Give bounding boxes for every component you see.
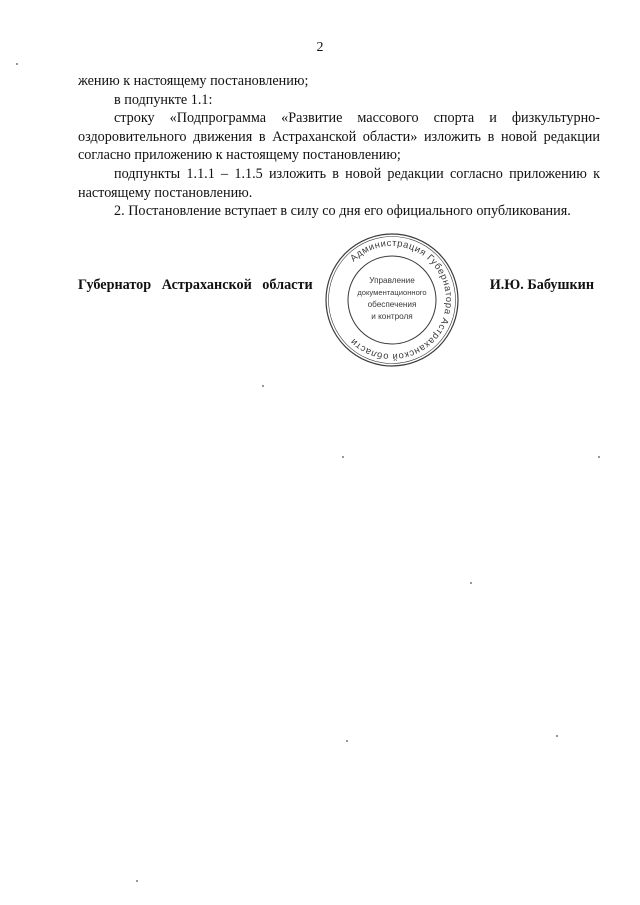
- scan-speck: [16, 63, 18, 65]
- paragraph-3: строку «Подпрограмма «Развитие массового спорта и физкультурно-оздоровительного движения в Астраханской области» изложить в новой редакции согласно приложению к настоящему постановлению;: [78, 110, 600, 164]
- scan-speck: [262, 385, 264, 387]
- paragraph-1: жению к настоящему постановлению;: [78, 73, 309, 89]
- scan-speck: [136, 880, 138, 882]
- stamp-line-3: обеспечения: [367, 300, 417, 309]
- stamp-line-4: и контроля: [371, 312, 413, 321]
- paragraph-5: 2. Постановление вступает в силу со дня его официального опубликования.: [114, 203, 571, 220]
- stamp-line-1: Управление: [369, 276, 415, 285]
- stamp-line-2: документационного: [357, 288, 427, 297]
- scan-speck: [342, 456, 344, 458]
- signatory-name: И.Ю. Бабушкин: [489, 277, 594, 293]
- official-stamp: [324, 232, 460, 368]
- stamp-ring-text: Администрация Губернатора Астраханской области: [347, 236, 456, 364]
- scan-speck: [556, 735, 558, 737]
- signatory-title: Губернатор Астраханской области: [78, 277, 313, 293]
- paragraph-2: в подпункте 1.1:: [114, 91, 213, 108]
- paragraph-4: подпункты 1.1.1 – 1.1.5 изложить в новой редакции согласно приложению к настоящему постановлению.: [78, 165, 600, 201]
- scan-speck: [470, 582, 472, 584]
- body-text: [78, 72, 600, 221]
- scan-speck: [598, 456, 600, 458]
- scan-speck: [346, 740, 348, 742]
- page-number: 2: [316, 40, 324, 55]
